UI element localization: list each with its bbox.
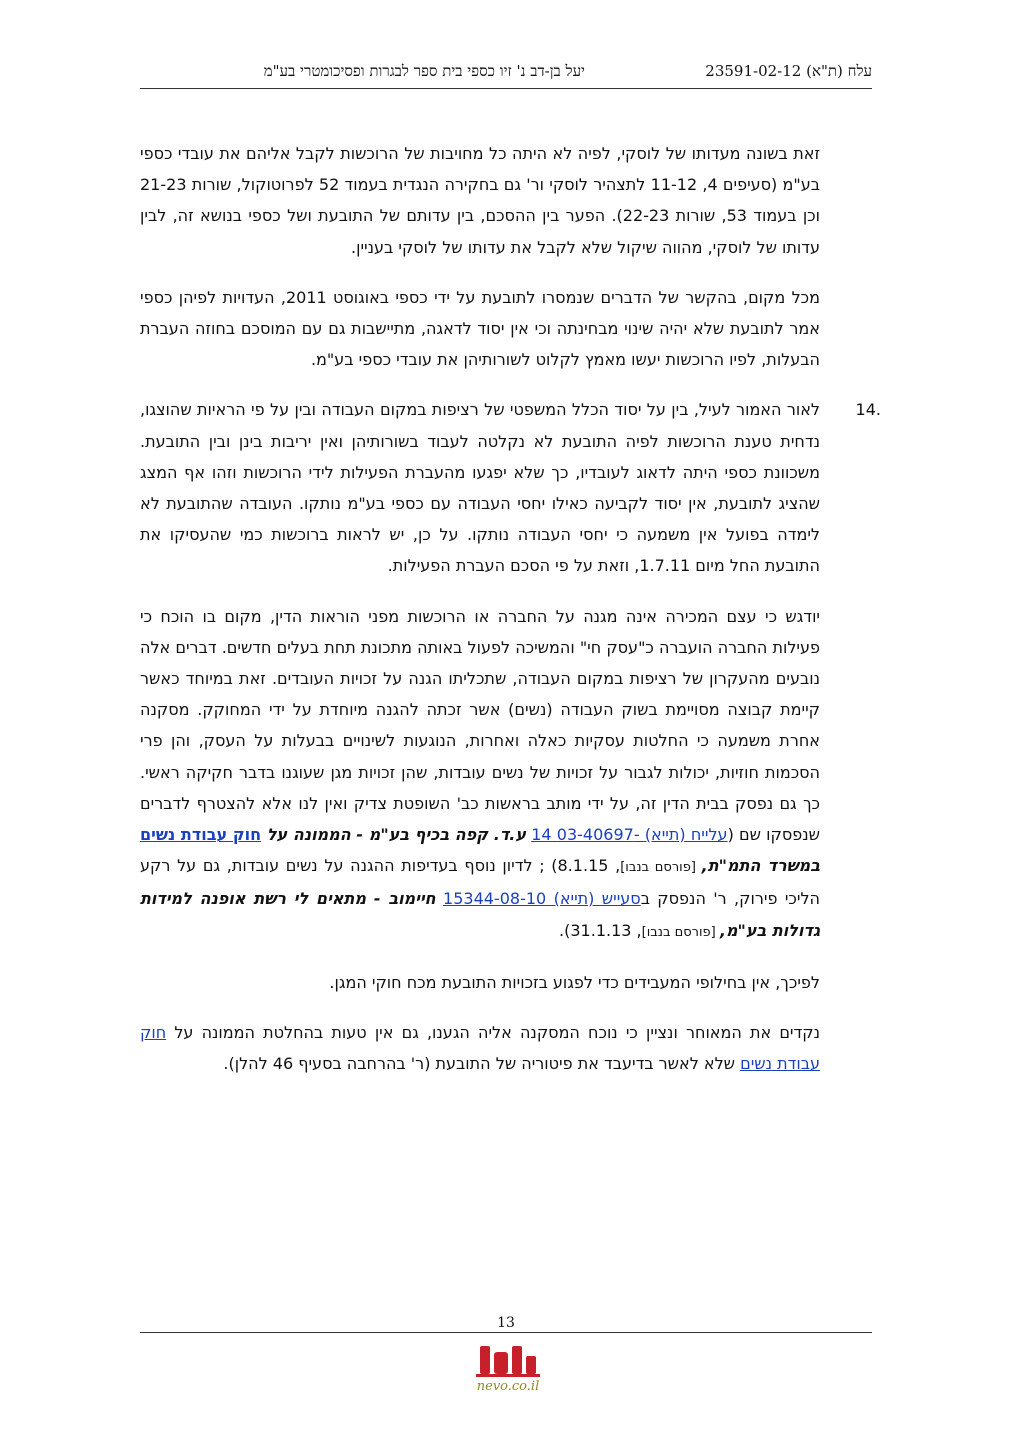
p4-text-5: , 31.1.13).: [559, 920, 642, 940]
case-number: עלח (ת"א) 23591-02-12: [705, 62, 872, 80]
p6-text-1: נקדים את המאוחר ונציין כי נוכח המסקנה אליה הגענו, גם אין טעות בהחלטת הממונה על: [166, 1023, 820, 1043]
case-title-part-1: ע.ד. קפה בכיף בע"מ - הממונה על: [261, 825, 526, 845]
document-body: [140, 138, 881, 1098]
header-divider: [140, 88, 872, 89]
paragraph-6: [140, 1017, 820, 1079]
published-note-1: [פורסם בנבו]: [620, 860, 702, 876]
p6-text-2: שלא לאשר בדיעבד את פיטוריה של התובעת (ר' בהרחבה בסעיף 46 להלן).: [223, 1054, 741, 1074]
paragraph-number: .14: [855, 400, 881, 420]
paragraph-2: מכל מקום, בהקשר של הדברים שנמסרו לתובעת על ידי כספי באוגוסט 2011, העדויות לפיהן כספי אמר לתובעת שלא יהיה שינוי מבחינתה וכי אין יסוד לדאגה, מתיישבות גם עם המוסכם בחוזה העברת הבעלות, לפיו הרוכשות יעשו מאמץ לקלוט לשורותיהן את עובדי כספי בע"מ.: [140, 287, 821, 370]
paragraph-4: [140, 601, 820, 948]
page-header: [140, 62, 872, 84]
case-title-part-2: במשרד התמ"ת,: [701, 856, 821, 876]
case-link-haimov[interactable]: סעייש (תייא) 15344-08-10: [443, 889, 641, 909]
page-number: 13: [497, 1315, 515, 1331]
paragraph-14-text: לאור האמור לעיל, בין על יסוד הכלל המשפטי של רציפות במקום העבודה ובין על פי הראיות שהוצגו, נדחית טענת הרוכשות לפיה התובעת לא נקלטה לעבוד בשורותיהן ואין יריבות בינן ובין התובעת. משכוונת כספי היתה לדאוג לעובדיו, כך שלא יפגעו מהעברת הפעילות לידי הרוכשות וזהו אף המצג שהציג לתובעת, אין יסוד לקביעה כאילו יחסי העבודה עם כספי בע"מ נותקו. העובדה שהתובעת לא לימדה בפועל אין משמעה כי יחסי העבודה נותקו. על כן, יש לראות ברוכשות כמי שהעסיקו את התובעת החל מיום 1.7.11, וזאת על פי הסכם העברת הפעילות.: [140, 400, 820, 576]
case-link-ad-kafe[interactable]: עלייח (תייא) -03-40697 14: [531, 825, 728, 845]
paragraph-1: זאת בשונה מעדותו של לוסקי, לפיה לא היתה כל מחויבות של הרוכשות לקבל אליהם את עובדי כספי בע"מ (סעיפים 4, 11-12 לתצהיר לוסקי ור' גם בחקירה הנגדית בעמוד 52 לפרוטוקול, שורות 21-23 וכן בעמוד 53, שורות 22-23). הפער בין ההסכם, בין עדותם של התובעת ושל כספי בנושא זה, לבין עדותו של לוסקי, מהווה שיקול שלא לקבל את עדותו של לוסקי בעניין.: [140, 144, 821, 257]
case-parties: יעל בן-דב נ' זיו כספי בית ספר לבגרות ופסיכומטרי בע"מ: [263, 62, 585, 80]
published-note-2: [פורסם בנבו]: [641, 924, 720, 940]
law-link-women-labor[interactable]: חוק עבודת נשים: [140, 825, 262, 845]
paragraph-5: לפיכך, אין בחילופי המעבידים כדי לפגוע בזכויות התובעת מכח חוקי המגן.: [329, 972, 820, 992]
p4-text-1: יודגש כי עצם המכירה אינה מגנה על החברה או הרוכשות מפני הוראות הדין, מקום בו הוכח כי פעילות החברה הועברה כ"עסק חי" והמשיכה לפעול באותה מתכונת תחת בעלים חדשים. דברים אלה נובעים מהעקרון של רציפות במקום העבודה, שתכליתו הגנה על זכויות העובדים. זאת במיוחד כאשר קיימת קבוצה מסויימת בשוק העבודה (נשים) אשר זכתה להגנה מיוחדת על ידי המחוקק. מסקנה אחרת משמעה כי החלטות עסקיות כאלה ואחרות, הנוגעות לשינויים בבעלות על העסק, והן פרי הסכמות חוזיות, יכולות לגבור על זכויות של נשים עובדות, שהן זכויות מגן שעוגנו בדבר חקיקה ראשי. כך גם נפסק בבית הדין זה, על ידי מותב בראשות כב' השופטת צדיק ואין לנו אלא להצטרף לדברים שנפסקו שם (: [140, 606, 821, 845]
case-title-haimov: חיימוב - מתאים לי רשת אופנה למידות גדולות בע"מ,: [140, 889, 820, 940]
p4-space-2: [436, 889, 443, 908]
paragraph-14: [140, 394, 881, 581]
law-link-women-labor-2[interactable]: חוק עבודת נשים: [140, 1023, 820, 1074]
p4-text-3: , 8.1.15) ; לדיון נוסף בעדיפות ההגנה על נשים עובדות, גם על רקע הליכי פירוק, ר' הנפסק ב: [140, 856, 820, 909]
nevo-logo-icon: [446, 1338, 566, 1394]
footer-divider: [140, 1332, 872, 1333]
logo-text: nevo.co.il: [476, 1379, 540, 1394]
